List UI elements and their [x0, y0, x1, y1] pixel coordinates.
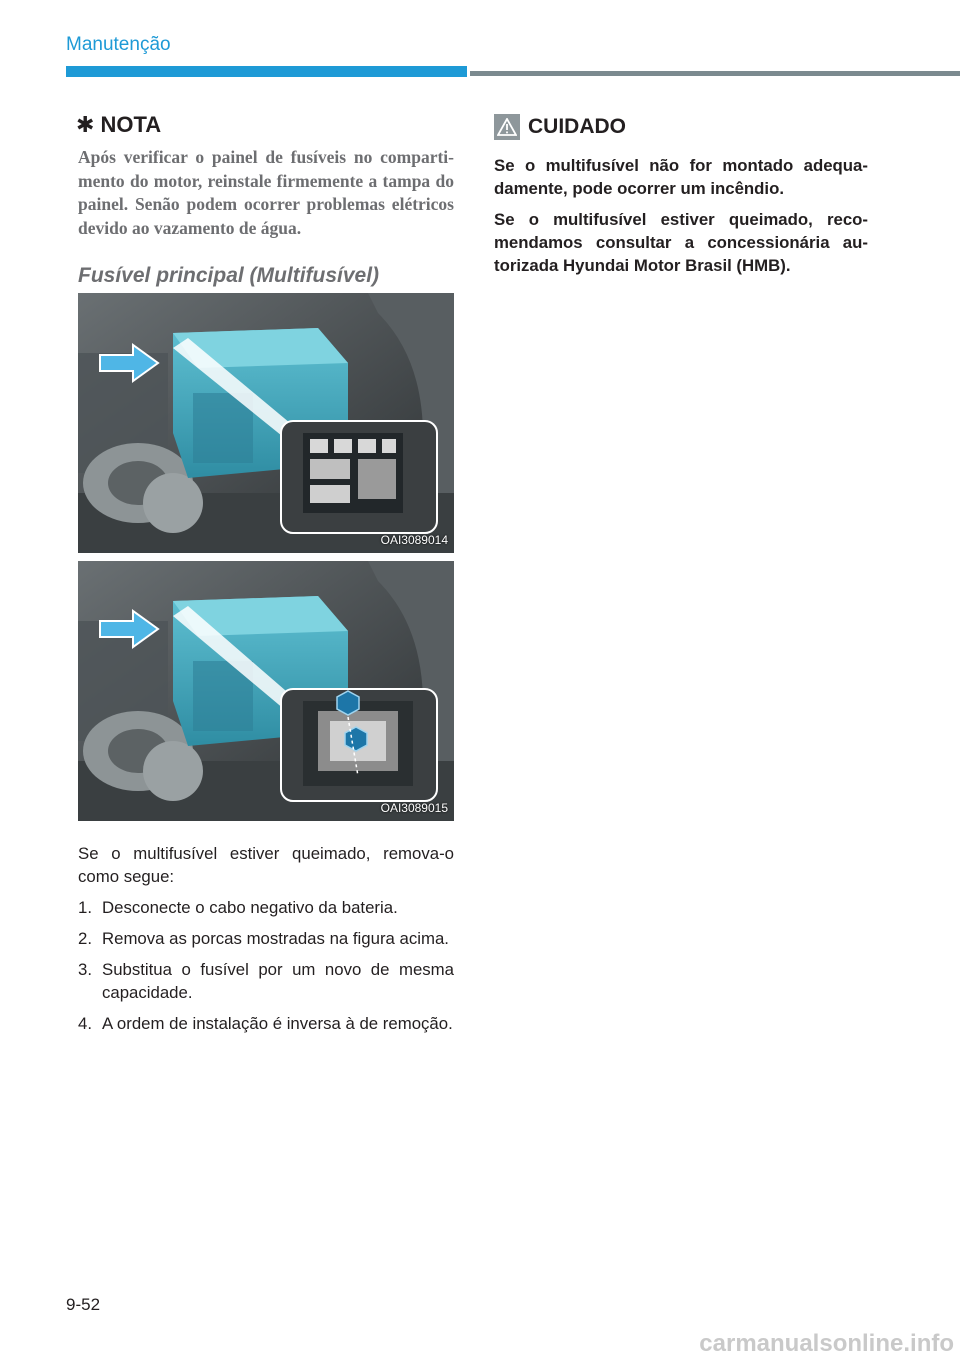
- list-item: [78, 927, 454, 950]
- caution-paragraph: Se o multifusível estiver queimado, recomendamos consultar a concessionária autorizada Hyundai Motor Brasil (HMB).: [494, 210, 868, 275]
- step-text: Remova as porcas mostradas na figura acima.: [102, 929, 449, 948]
- procedure-intro: Se o multifusível estiver queimado, remova-o como segue:: [78, 844, 454, 886]
- figure-code: OAI3089014: [380, 533, 448, 547]
- list-item: [78, 896, 454, 919]
- note-text: Após verificar o painel de fusíveis no compartimento do motor, reinstale firmemente a tampa do painel. Senão podem ocorrer problemas elétricos devido ao vazamento de água.: [78, 147, 454, 238]
- step-number: 1.: [78, 898, 92, 917]
- left-column: [78, 110, 454, 288]
- step-number: 4.: [78, 1014, 92, 1033]
- star-icon: ✱: [76, 112, 95, 137]
- caution-heading-label: CUIDADO: [528, 115, 626, 138]
- warning-triangle-icon: [494, 114, 520, 140]
- note-heading-label: NOTA: [100, 112, 162, 137]
- right-column: [494, 114, 868, 285]
- engine-bay-illustration: [78, 293, 454, 553]
- step-number: 3.: [78, 960, 92, 979]
- header-rule-blue: [66, 66, 467, 77]
- figure-fuse-box-cover: [78, 293, 454, 553]
- header-rule-gray: [470, 71, 960, 76]
- procedure-steps: [78, 896, 454, 1035]
- note-heading: [76, 112, 454, 138]
- engine-bay-illustration: [78, 561, 454, 821]
- figure-code: OAI3089015: [380, 801, 448, 815]
- step-number: 2.: [78, 929, 92, 948]
- watermark: carmanualsonline.info: [699, 1330, 954, 1357]
- page-number: 9-52: [66, 1295, 101, 1314]
- running-header: Manutenção: [66, 34, 171, 55]
- step-text: A ordem de instalação é inversa à de remoção.: [102, 1014, 453, 1033]
- step-text: Desconecte o cabo negativo da bateria.: [102, 898, 398, 917]
- caution-paragraph: Se o multifusível não for montado adequadamente, pode ocorrer um incêndio.: [494, 156, 868, 198]
- caution-heading: [494, 114, 868, 140]
- section-title: Fusível principal (Multifusível): [78, 264, 380, 287]
- step-text: Substitua o fusível por um novo de mesma capacidade.: [102, 960, 454, 1002]
- figure-multifuse-nuts: [78, 561, 454, 821]
- procedure: [78, 842, 454, 1043]
- list-item: [78, 1012, 454, 1035]
- list-item: [78, 958, 454, 1004]
